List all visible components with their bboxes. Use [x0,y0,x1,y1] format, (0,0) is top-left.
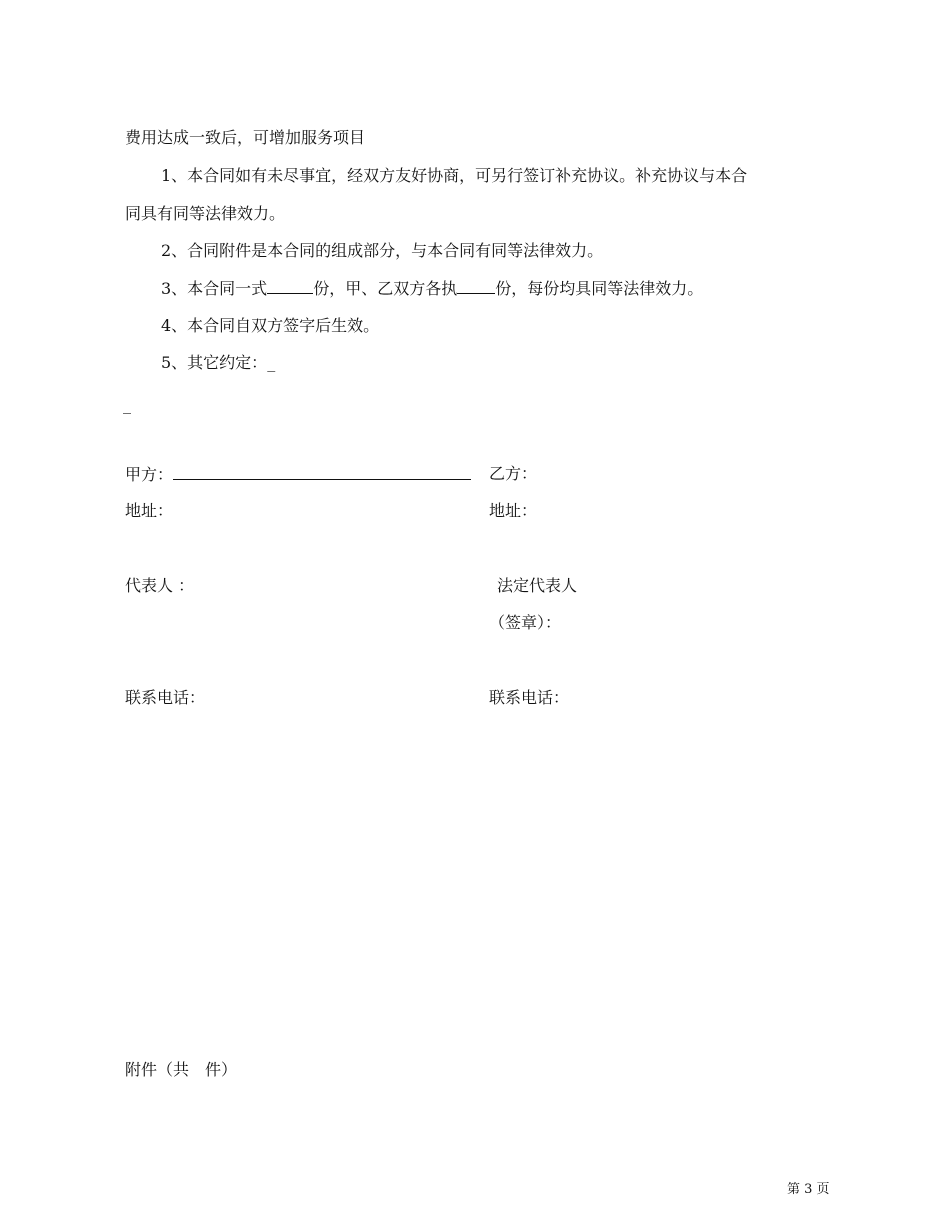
clause-5-label: 5、其它约定： [161,353,268,372]
party-b-phone: 联系电话： [489,688,570,707]
page-number: 第 3 页 [787,1182,830,1197]
clause-4: 4、本合同自双方签字后生效。 [161,316,380,335]
party-a-label: 甲方： [125,465,174,484]
clause-3-text-2: 份，甲、乙双方各执 [313,279,458,298]
party-b-label: 乙方： [489,464,538,483]
clause-1-line-1: 1、本合同如有未尽事宜，经双方友好协商，可另行签订补充协议。补充协议与本合 [161,166,748,185]
clause-5 [161,353,275,373]
clause-5-continuation: _ [123,395,131,414]
party-a-address: 地址： [125,501,174,520]
clause-3-text-3: 份，每份均具同等法律效力。 [495,279,704,298]
party-b-address: 地址： [489,501,538,520]
party-b-seal: （签章）： [489,613,562,632]
paragraph-continuation: 费用达成一致后，可增加服务项目 [125,128,366,147]
party-a-representative: 代表人 ： [125,576,195,595]
party-a-row [125,464,471,485]
copies-total-blank [267,278,313,294]
party-b-legal-representative: 法定代表人 [497,576,578,595]
clause-3 [161,278,703,299]
clause-3-text-1: 3、本合同一式 [161,279,268,298]
party-a-signature-line [173,464,471,480]
copies-each-blank [457,278,495,294]
clause-5-blank: _ [267,353,276,372]
clause-1-line-2: 同具有同等法律效力。 [125,204,286,223]
attachment-count: 附件（共 件） [125,1060,238,1079]
clause-2: 2、合同附件是本合同的组成部分，与本合同有同等法律效力。 [161,241,604,260]
party-a-phone: 联系电话： [125,688,206,707]
